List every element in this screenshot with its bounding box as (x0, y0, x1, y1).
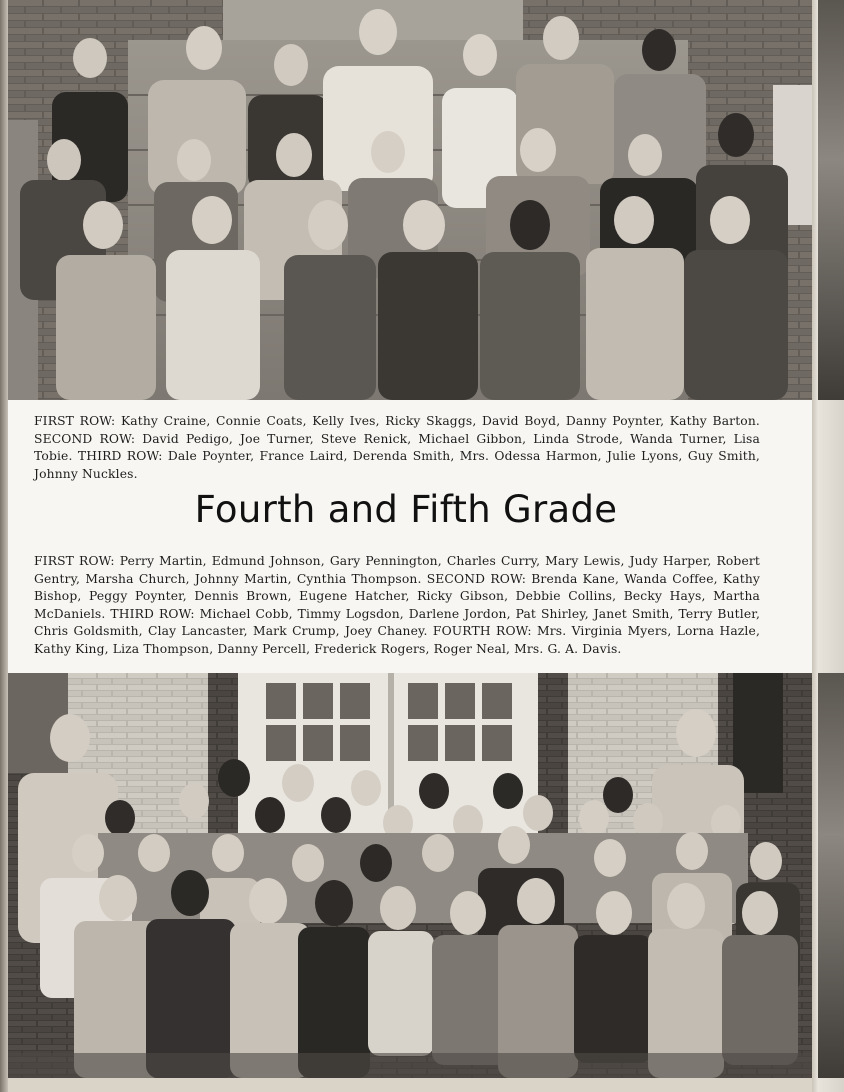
bottom-class-photo (8, 673, 814, 1078)
class-photo-icon (8, 673, 814, 1078)
page-left-edge (0, 0, 8, 1092)
adjacent-photo-strip (818, 0, 844, 400)
adjacent-page-edge (812, 0, 844, 1092)
page-bottom-edge (8, 1078, 814, 1092)
top-photo-caption: FIRST ROW: Kathy Craine, Connie Coats, Kelly Ives, Ricky Skaggs, David Boyd, Danny Poynter, Kathy Barton. SECOND ROW: David Pedigo, Joe Turner, Steve Renick, Michael Gibbon, Linda Strode, Wanda Turner, Lisa Tobie. THIRD ROW: Dale Poynter, France Laird, Derenda Smith, Mrs. Odessa Harmon, Julie Lyons, Guy Smith, Johnny Nuckles. (34, 414, 760, 481)
top-class-photo (8, 0, 812, 400)
adjacent-photo-strip (818, 673, 844, 1078)
class-photo-icon (8, 0, 812, 400)
bottom-photo-caption: FIRST ROW: Perry Martin, Edmund Johnson, Gary Pennington, Charles Curry, Mary Lewis, Judy Harper, Robert Gentry, Marsha Church, Johnny Martin, Cynthia Thompson. SECOND ROW: Brenda Kane, Wanda Coffee, Kathy Bishop, Peggy Poynter, Dennis Brown, Eugene Hatcher, Ricky Gibson, Debbie Collins, Becky Hays, Martha McDaniels. THIRD ROW: Michael Cobb, Timmy Logsdon, Darlene Jordon, Pat Shirley, Janet Smith, Terry Butler, Chris Goldsmith, Clay Lancaster, Mark Crump, Joey Chaney. FOURTH ROW: Mrs. Virginia Myers, Lorna Hazle, Kathy King, Liza Thompson, Danny Percell, Frederick Rogers, Roger Neal, Mrs. G. A. Davis. (34, 554, 760, 656)
page-title: Fourth and Fifth Grade (194, 488, 618, 531)
